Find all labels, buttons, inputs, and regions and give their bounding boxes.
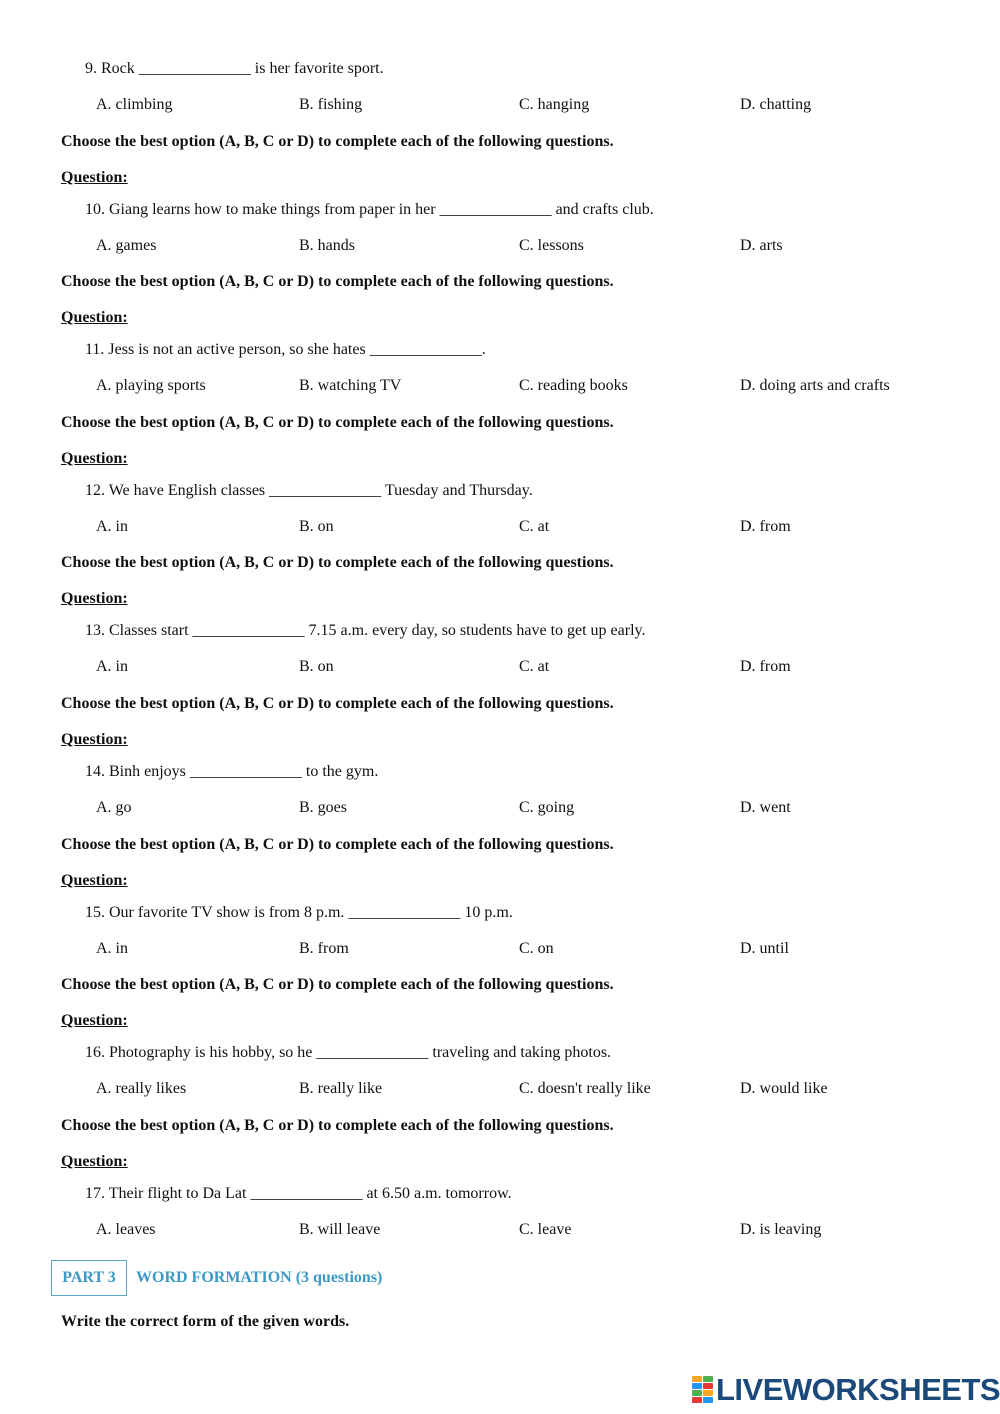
answer-option-a[interactable]: A. in xyxy=(96,517,128,535)
section-instruction: Choose the best option (A, B, C or D) to complete each of the following questions. xyxy=(61,835,614,853)
part-3-title: WORD FORMATION (3 questions) xyxy=(136,1269,383,1286)
question-text: 10. Giang learns how to make things from paper in her ______________ and crafts club. xyxy=(85,200,654,218)
answer-option-c[interactable]: C. hanging xyxy=(519,96,590,113)
question-text: 11. Jess is not an active person, so she hates ______________. xyxy=(85,341,486,359)
answer-option-a[interactable]: A. in xyxy=(96,658,128,676)
question-label: Question: xyxy=(61,1152,128,1170)
question-text: 16. Photography is his hobby, so he ______________ traveling and taking photos. xyxy=(85,1044,612,1062)
question-label: Question: xyxy=(61,1012,128,1030)
section-instruction: Choose the best option (A, B, C or D) to complete each of the following questions. xyxy=(61,413,614,431)
answer-option-d[interactable]: D. chatting xyxy=(740,96,812,113)
answer-option-b[interactable]: B. fishing xyxy=(299,96,363,113)
answer-option-c[interactable]: C. going xyxy=(519,799,575,816)
answer-option-b[interactable]: B. on xyxy=(299,517,334,535)
answer-option-b[interactable]: B. goes xyxy=(299,799,347,816)
answer-option-c[interactable]: C. lessons xyxy=(519,236,584,254)
answer-option-d[interactable]: D. would like xyxy=(740,1080,828,1098)
question-label: Question: xyxy=(61,731,128,748)
logo-icon xyxy=(692,1376,714,1404)
question-text: 9. Rock ______________ is her favorite sport. xyxy=(85,60,384,77)
answer-option-b[interactable]: B. watching TV xyxy=(299,377,402,395)
section-instruction: Choose the best option (A, B, C or D) to complete each of the following questions. xyxy=(61,273,614,291)
question-label: Question: xyxy=(61,168,128,186)
answer-option-d[interactable]: D. doing arts and crafts xyxy=(740,377,890,395)
section-instruction: Choose the best option (A, B, C or D) to complete each of the following questions. xyxy=(61,976,614,994)
answer-option-d[interactable]: D. is leaving xyxy=(740,1220,822,1238)
answer-option-d[interactable]: D. from xyxy=(740,517,791,535)
answer-option-b[interactable]: B. really like xyxy=(299,1080,383,1098)
logo-text: LIVEWORKSHEETS xyxy=(716,1372,1000,1407)
answer-option-a[interactable]: A. playing sports xyxy=(96,377,206,395)
section-instruction: Choose the best option (A, B, C or D) to complete each of the following questions. xyxy=(61,554,614,572)
part-3-badge: PART 3 xyxy=(51,1260,127,1296)
liveworksheets-logo xyxy=(692,1372,1000,1408)
answer-option-d[interactable]: D. from xyxy=(740,658,791,676)
question-text: 15. Our favorite TV show is from 8 p.m. ______________ 10 p.m. xyxy=(85,903,513,921)
answer-option-a[interactable]: A. in xyxy=(96,939,128,957)
answer-option-a[interactable]: A. climbing xyxy=(96,96,173,113)
question-text: 13. Classes start ______________ 7.15 a.m. every day, so students have to get up early. xyxy=(85,622,646,640)
question-text: 14. Binh enjoys ______________ to the gym. xyxy=(85,763,379,780)
answer-option-c[interactable]: C. at xyxy=(519,517,550,535)
question-text: 12. We have English classes ______________ Tuesday and Thursday. xyxy=(85,481,533,499)
answer-option-b[interactable]: B. on xyxy=(299,658,334,676)
question-label: Question: xyxy=(61,871,128,889)
answer-option-c[interactable]: C. doesn't really like xyxy=(519,1080,651,1098)
answer-option-a[interactable]: A. go xyxy=(96,799,132,816)
answer-option-d[interactable]: D. arts xyxy=(740,236,783,254)
part-3-instruction: Write the correct form of the given words. xyxy=(61,1313,350,1330)
answer-option-b[interactable]: B. from xyxy=(299,939,349,957)
answer-option-c[interactable]: C. reading books xyxy=(519,377,628,395)
answer-option-d[interactable]: D. went xyxy=(740,799,791,816)
answer-option-c[interactable]: C. leave xyxy=(519,1220,572,1238)
answer-option-a[interactable]: A. leaves xyxy=(96,1220,156,1238)
answer-option-d[interactable]: D. until xyxy=(740,939,789,957)
question-label: Question: xyxy=(61,449,128,467)
section-instruction: Choose the best option (A, B, C or D) to complete each of the following questions. xyxy=(61,695,614,712)
answer-option-a[interactable]: A. really likes xyxy=(96,1080,187,1098)
answer-option-b[interactable]: B. hands xyxy=(299,236,355,254)
question-label: Question: xyxy=(61,309,128,327)
question-text: 17. Their flight to Da Lat ______________ at 6.50 a.m. tomorrow. xyxy=(85,1184,512,1202)
section-instruction: Choose the best option (A, B, C or D) to complete each of the following questions. xyxy=(61,1116,614,1134)
section-instruction: Choose the best option (A, B, C or D) to complete each of the following questions. xyxy=(61,132,614,150)
answer-option-c[interactable]: C. on xyxy=(519,939,554,957)
question-label: Question: xyxy=(61,590,128,608)
answer-option-a[interactable]: A. games xyxy=(96,236,157,254)
answer-option-b[interactable]: B. will leave xyxy=(299,1220,381,1238)
answer-option-c[interactable]: C. at xyxy=(519,658,550,676)
